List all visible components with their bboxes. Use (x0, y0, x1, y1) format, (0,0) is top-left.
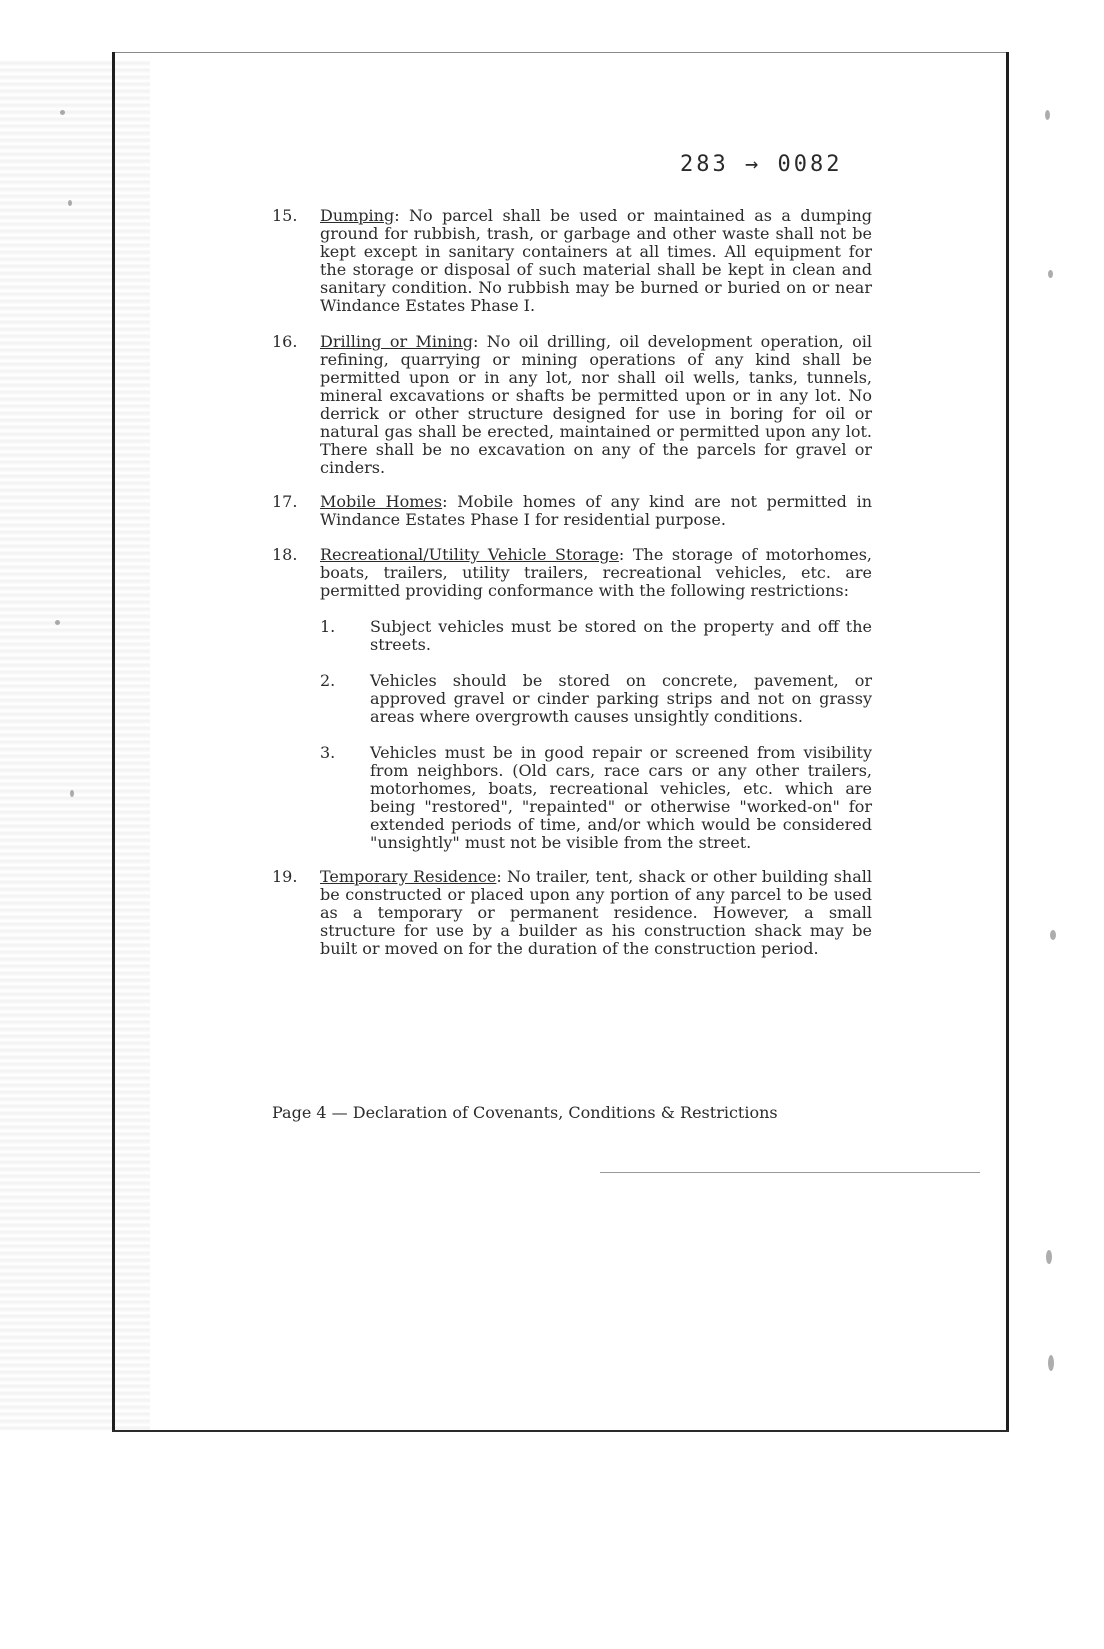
clause-heading: Dumping (320, 206, 395, 225)
scan-speckle (68, 200, 72, 206)
restriction-3 (320, 744, 872, 852)
clause-19 (272, 868, 872, 958)
restriction-number: 2. (320, 671, 336, 690)
scan-speckle (1048, 270, 1053, 278)
clause-heading: Temporary Residence (320, 867, 497, 886)
clause-number: 18. (272, 545, 298, 564)
scan-speckle (1046, 1250, 1052, 1264)
clause-18 (272, 546, 872, 600)
restriction-text: Vehicles must be in good repair or screened from visibility from neighbors. (Old cars, race cars or any other trailers, motorhomes, boats, recreational vehicles, etc. which are being "restored", "repainted" or otherwise "worked-on" for extended periods of time, and/or which would be considered "unsightly" must not be visible from the street. (370, 743, 872, 852)
scan-speckle (1050, 930, 1056, 940)
clause-text: : No trailer, tent, shack or other building shall be constructed or placed upon any portion of any parcel to be used as a temporary or permanent residence. However, a small structure for use by a builder as his construction shack may be built or moved on for the duration of the construction period. (320, 867, 872, 958)
scan-speckle (55, 620, 60, 625)
clause-15 (272, 207, 872, 315)
clause-heading: Drilling or Mining (320, 332, 474, 351)
scan-border-bottom (112, 1430, 1009, 1432)
clause-text: : No oil drilling, oil development operation, oil refining, quarrying or mining operations of any kind shall be permitted upon or in any lot, nor shall oil wells, tanks, tunnels, mineral excavations or shafts be permitted upon or in any lot. No derrick or other structure designed for use in boring for oil or natural gas shall be erected, maintained or permitted upon any lot. There shall be no excavation on any of the parcels for gravel or cinders. (320, 332, 872, 477)
scan-border-right (1006, 52, 1009, 1432)
scan-border-left (112, 52, 115, 1432)
clause-16 (272, 333, 872, 477)
footer-rule (600, 1172, 980, 1173)
restriction-text: Subject vehicles must be stored on the property and off the streets. (370, 617, 872, 654)
scan-speckle (1045, 110, 1050, 120)
restriction-text: Vehicles should be stored on concrete, pavement, or approved gravel or cinder parking strips and not on grassy areas where overgrowth causes unsightly conditions. (370, 671, 872, 726)
scan-border-top (112, 52, 1006, 53)
clause-text: : No parcel shall be used or maintained as a dumping ground for rubbish, trash, or garbage and other waste shall not be kept except in sanitary containers at all times. All equipment for the storage or disposal of such material shall be kept in clean and sanitary condition. No rubbish may be burned or buried on or near Windance Estates Phase I. (320, 206, 872, 315)
scan-noise-left (0, 60, 150, 1430)
restriction-number: 3. (320, 743, 336, 762)
page-footer: Page 4 — Declaration of Covenants, Conditions & Restrictions (272, 1103, 778, 1122)
clause-number: 19. (272, 867, 298, 886)
clause-heading: Recreational/Utility Vehicle Storage (320, 545, 619, 564)
clause-number: 17. (272, 492, 298, 511)
restriction-number: 1. (320, 617, 336, 636)
clause-number: 15. (272, 206, 298, 225)
clause-text: : The storage of motorhomes, boats, trailers, utility trailers, recreational vehicles, etc. are permitted providing conformance with the following restrictions: (320, 545, 873, 600)
clause-heading: Mobile Homes (320, 492, 443, 511)
scan-speckle (60, 110, 65, 115)
recording-stamp: 283 → 0082 (680, 152, 843, 177)
clause-text: : Mobile homes of any kind are not permitted in Windance Estates Phase I for residential purpose. (320, 492, 873, 529)
restriction-2 (320, 672, 872, 726)
scan-speckle (1048, 1355, 1054, 1371)
scan-speckle (70, 790, 74, 797)
clause-17 (272, 493, 872, 529)
clause-number: 16. (272, 332, 298, 351)
restriction-1 (320, 618, 872, 654)
